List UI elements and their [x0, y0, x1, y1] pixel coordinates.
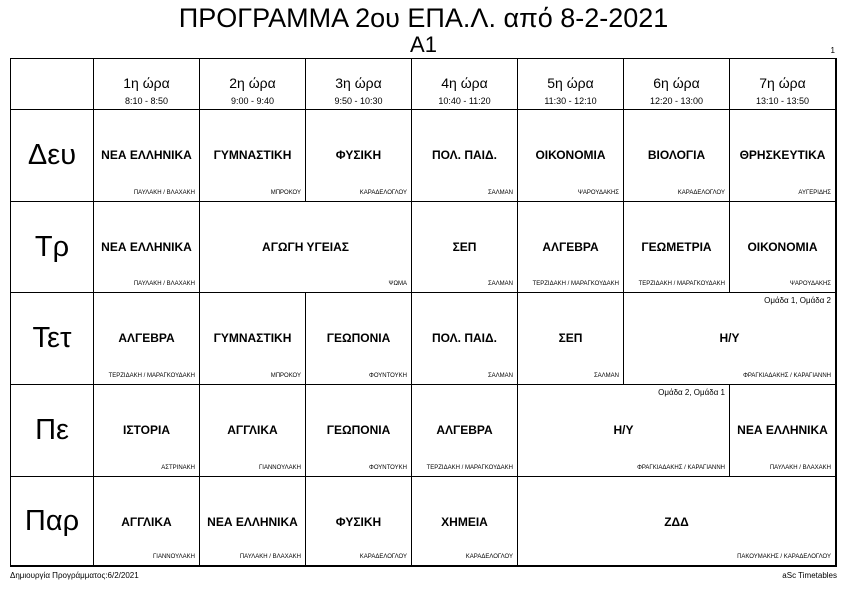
lesson-teacher: ΠΑΥΛΑΚΗ / ΒΛΑΧΑΚΗ — [133, 281, 195, 287]
period-time: 11:30 - 12:10 — [544, 96, 597, 106]
day-label — [11, 477, 94, 566]
day-label — [11, 385, 94, 477]
lesson-teacher: ΤΕΡΖΙΔΑΚΗ / ΜΑΡΑΓΚΟΥΔΑΚΗ — [426, 465, 513, 471]
period-time: 9:50 - 10:30 — [334, 96, 383, 106]
lesson-teacher: ΣΑΛΜΑΝ — [487, 281, 513, 287]
period-name: 4η ώρα — [441, 75, 488, 91]
lesson-cell — [306, 110, 412, 202]
lesson-subject: ΝΕΑ ΕΛΛΗΝΙΚΑ — [101, 240, 192, 254]
class-name: Α1 — [410, 32, 437, 57]
period-name: 7η ώρα — [759, 75, 806, 91]
lesson-teacher: ΑΣΤΡΙΝΑΚΗ — [161, 465, 195, 471]
lesson-teacher: ΦΡΑΓΚΙΑΔΑΚΗΣ / ΚΑΡΑΓΙΑΝΝΗ — [637, 465, 725, 471]
lesson-teacher: ΚΑΡΑΔΕΛΟΓΛΟΥ — [677, 190, 725, 196]
lesson-teacher: ΠΑΥΛΑΚΗ / ΒΛΑΧΑΚΗ — [239, 554, 301, 560]
lesson-teacher: ΜΠΡΟΚΟΥ — [270, 373, 301, 379]
lesson-teacher: ΦΟΥΝΤΟΥΚΗ — [369, 373, 407, 379]
lesson-cell — [518, 202, 624, 293]
lesson-teacher: ΓΙΑΝΝΟΥΛΑΚΗ — [258, 465, 301, 471]
lesson-cell — [624, 110, 730, 202]
period-header — [412, 59, 518, 110]
lesson-teacher: ΚΑΡΑΔΕΛΟΓΛΟΥ — [359, 554, 407, 560]
lesson-subject: ΣΕΠ — [452, 240, 477, 254]
lesson-cell — [200, 202, 412, 293]
lesson-cell — [94, 110, 200, 202]
lesson-subject: Η/Υ — [719, 331, 740, 345]
period-header — [306, 59, 412, 110]
lesson-teacher: ΣΑΛΜΑΝ — [487, 190, 513, 196]
lesson-cell — [94, 477, 200, 566]
day-name: Δευ — [27, 139, 77, 171]
lesson-cell — [94, 385, 200, 477]
lesson-cell — [730, 385, 836, 477]
lesson-cell — [412, 385, 518, 477]
lesson-subject: ΟΙΚΟΝΟΜΙΑ — [535, 148, 606, 162]
lesson-cell — [200, 110, 306, 202]
lesson-cell — [518, 385, 730, 477]
lesson-subject: ΓΕΩΜΕΤΡΙΑ — [641, 240, 712, 254]
lesson-subject: ΟΙΚΟΝΟΜΙΑ — [747, 240, 818, 254]
period-time: 12:20 - 13:00 — [649, 96, 704, 106]
lesson-cell — [730, 202, 836, 293]
period-name: 3η ώρα — [335, 75, 382, 91]
period-name: 5η ώρα — [547, 75, 594, 91]
lesson-subject: ΑΓΩΓΗ ΥΓΕΙΑΣ — [262, 240, 349, 254]
lesson-teacher: ΠΑΥΛΑΚΗ / ΒΛΑΧΑΚΗ — [769, 465, 831, 471]
lesson-subject: ΝΕΑ ΕΛΛΗΝΙΚΑ — [737, 423, 828, 437]
period-header — [518, 59, 624, 110]
lesson-subject: ΣΕΠ — [558, 331, 583, 345]
lesson-teacher: ΠΑΥΛΑΚΗ / ΒΛΑΧΑΚΗ — [133, 190, 195, 196]
corner-cell — [11, 59, 94, 110]
footer-created-date: Δημιουργία Προγράμματος:6/2/2021 — [10, 571, 139, 580]
period-time: 9:00 - 9:40 — [230, 96, 275, 106]
lesson-teacher: ΦΡΑΓΚΙΑΔΑΚΗΣ / ΚΑΡΑΓΙΑΝΝΗ — [743, 373, 831, 379]
lesson-cell — [412, 110, 518, 202]
lesson-groups: Ομάδα 1, Ομάδα 2 — [764, 296, 831, 305]
period-header — [730, 59, 836, 110]
lesson-subject: ΓΕΩΠΟΝΙΑ — [326, 423, 391, 437]
period-name: 1η ώρα — [123, 75, 170, 91]
lesson-subject: ΓΥΜΝΑΣΤΙΚΗ — [213, 148, 292, 162]
lesson-teacher: ΦΟΥΝΤΟΥΚΗ — [369, 465, 407, 471]
day-label — [11, 202, 94, 293]
lesson-cell — [306, 293, 412, 385]
lesson-teacher: ΨΩΜΑ — [388, 281, 407, 287]
lesson-teacher: ΓΙΑΝΝΟΥΛΑΚΗ — [152, 554, 195, 560]
lesson-cell — [518, 293, 624, 385]
lesson-subject: ΝΕΑ ΕΛΛΗΝΙΚΑ — [101, 148, 192, 162]
lesson-subject: ΑΛΓΕΒΡΑ — [542, 240, 599, 254]
lesson-cell — [412, 293, 518, 385]
lesson-subject: ΑΛΓΕΒΡΑ — [436, 423, 493, 437]
footer-software: aSc Timetables — [782, 571, 837, 580]
lesson-cell — [518, 110, 624, 202]
lesson-subject: ΙΣΤΟΡΙΑ — [123, 423, 170, 437]
lesson-cell — [94, 202, 200, 293]
lesson-subject: ΖΔΔ — [664, 515, 689, 529]
period-name: 2η ώρα — [229, 75, 276, 91]
day-name: Παρ — [24, 504, 80, 537]
lesson-subject: ΑΛΓΕΒΡΑ — [118, 331, 175, 345]
lesson-subject: ΧΗΜΕΙΑ — [441, 515, 488, 529]
lesson-cell — [730, 110, 836, 202]
lesson-teacher: ΣΑΛΜΑΝ — [487, 373, 513, 379]
lesson-cell — [306, 385, 412, 477]
period-header — [200, 59, 306, 110]
lesson-subject: ΦΥΣΙΚΗ — [335, 515, 382, 529]
lesson-cell — [306, 477, 412, 566]
lesson-cell — [412, 202, 518, 293]
day-name: Τρ — [34, 230, 70, 263]
period-header — [94, 59, 200, 110]
period-time: 10:40 - 11:20 — [438, 96, 491, 106]
lesson-cell — [200, 385, 306, 477]
lesson-cell — [94, 293, 200, 385]
lesson-subject: Η/Υ — [613, 423, 634, 437]
lesson-subject: ΓΕΩΠΟΝΙΑ — [326, 331, 391, 345]
lesson-cell — [200, 477, 306, 566]
lesson-teacher: ΣΑΛΜΑΝ — [593, 373, 619, 379]
lesson-teacher: ΤΕΡΖΙΔΑΚΗ / ΜΑΡΑΓΚΟΥΔΑΚΗ — [638, 281, 725, 287]
lesson-teacher: ΑΥΓΕΡΙΔΗΣ — [798, 190, 831, 196]
day-name: Πε — [35, 414, 69, 446]
page-number: 1 — [830, 46, 835, 55]
lesson-subject: ΠΟΛ. ΠΑΙΔ. — [432, 148, 497, 162]
lesson-subject: ΘΡΗΣΚΕΥΤΙΚΑ — [739, 148, 826, 162]
lesson-teacher: ΜΠΡΟΚΟΥ — [270, 190, 301, 196]
lesson-groups: Ομάδα 2, Ομάδα 1 — [658, 388, 725, 397]
period-time: 13:10 - 13:50 — [755, 96, 810, 106]
day-label — [11, 110, 94, 202]
lesson-cell — [624, 293, 836, 385]
lesson-subject: ΓΥΜΝΑΣΤΙΚΗ — [213, 331, 292, 345]
day-label — [11, 293, 94, 385]
lesson-teacher: ΨΑΡΟΥΔΑΚΗΣ — [577, 190, 619, 196]
lesson-teacher: ΠΑΚΟΥΜΑΚΗΣ / ΚΑΡΑΔΕΛΟΓΛΟΥ — [737, 554, 831, 560]
lesson-cell — [518, 477, 836, 566]
lesson-subject: ΑΓΓΛΙΚΑ — [121, 515, 172, 529]
lesson-teacher: ΨΑΡΟΥΔΑΚΗΣ — [789, 281, 831, 287]
lesson-subject: ΝΕΑ ΕΛΛΗΝΙΚΑ — [207, 515, 298, 529]
lesson-teacher: ΚΑΡΑΔΕΛΟΓΛΟΥ — [359, 190, 407, 196]
day-name: Τετ — [32, 322, 72, 354]
lesson-subject: ΒΙΟΛΟΓΙΑ — [647, 148, 706, 162]
page-title: ΠΡΟΓΡΑΜΜΑ 2ου ΕΠΑ.Λ. από 8-2-2021 — [178, 3, 669, 33]
timetable-grid — [10, 58, 837, 567]
lesson-subject: ΦΥΣΙΚΗ — [335, 148, 382, 162]
lesson-cell — [412, 477, 518, 566]
lesson-cell — [200, 293, 306, 385]
lesson-teacher: ΤΕΡΖΙΔΑΚΗ / ΜΑΡΑΓΚΟΥΔΑΚΗ — [108, 373, 195, 379]
lesson-subject: ΠΟΛ. ΠΑΙΔ. — [432, 331, 497, 345]
lesson-teacher: ΚΑΡΑΔΕΛΟΓΛΟΥ — [465, 554, 513, 560]
lesson-teacher: ΤΕΡΖΙΔΑΚΗ / ΜΑΡΑΓΚΟΥΔΑΚΗ — [532, 281, 619, 287]
lesson-cell — [624, 202, 730, 293]
lesson-subject: ΑΓΓΛΙΚΑ — [227, 423, 278, 437]
period-name: 6η ώρα — [653, 75, 700, 91]
period-header — [624, 59, 730, 110]
period-time: 8:10 - 8:50 — [124, 96, 169, 106]
